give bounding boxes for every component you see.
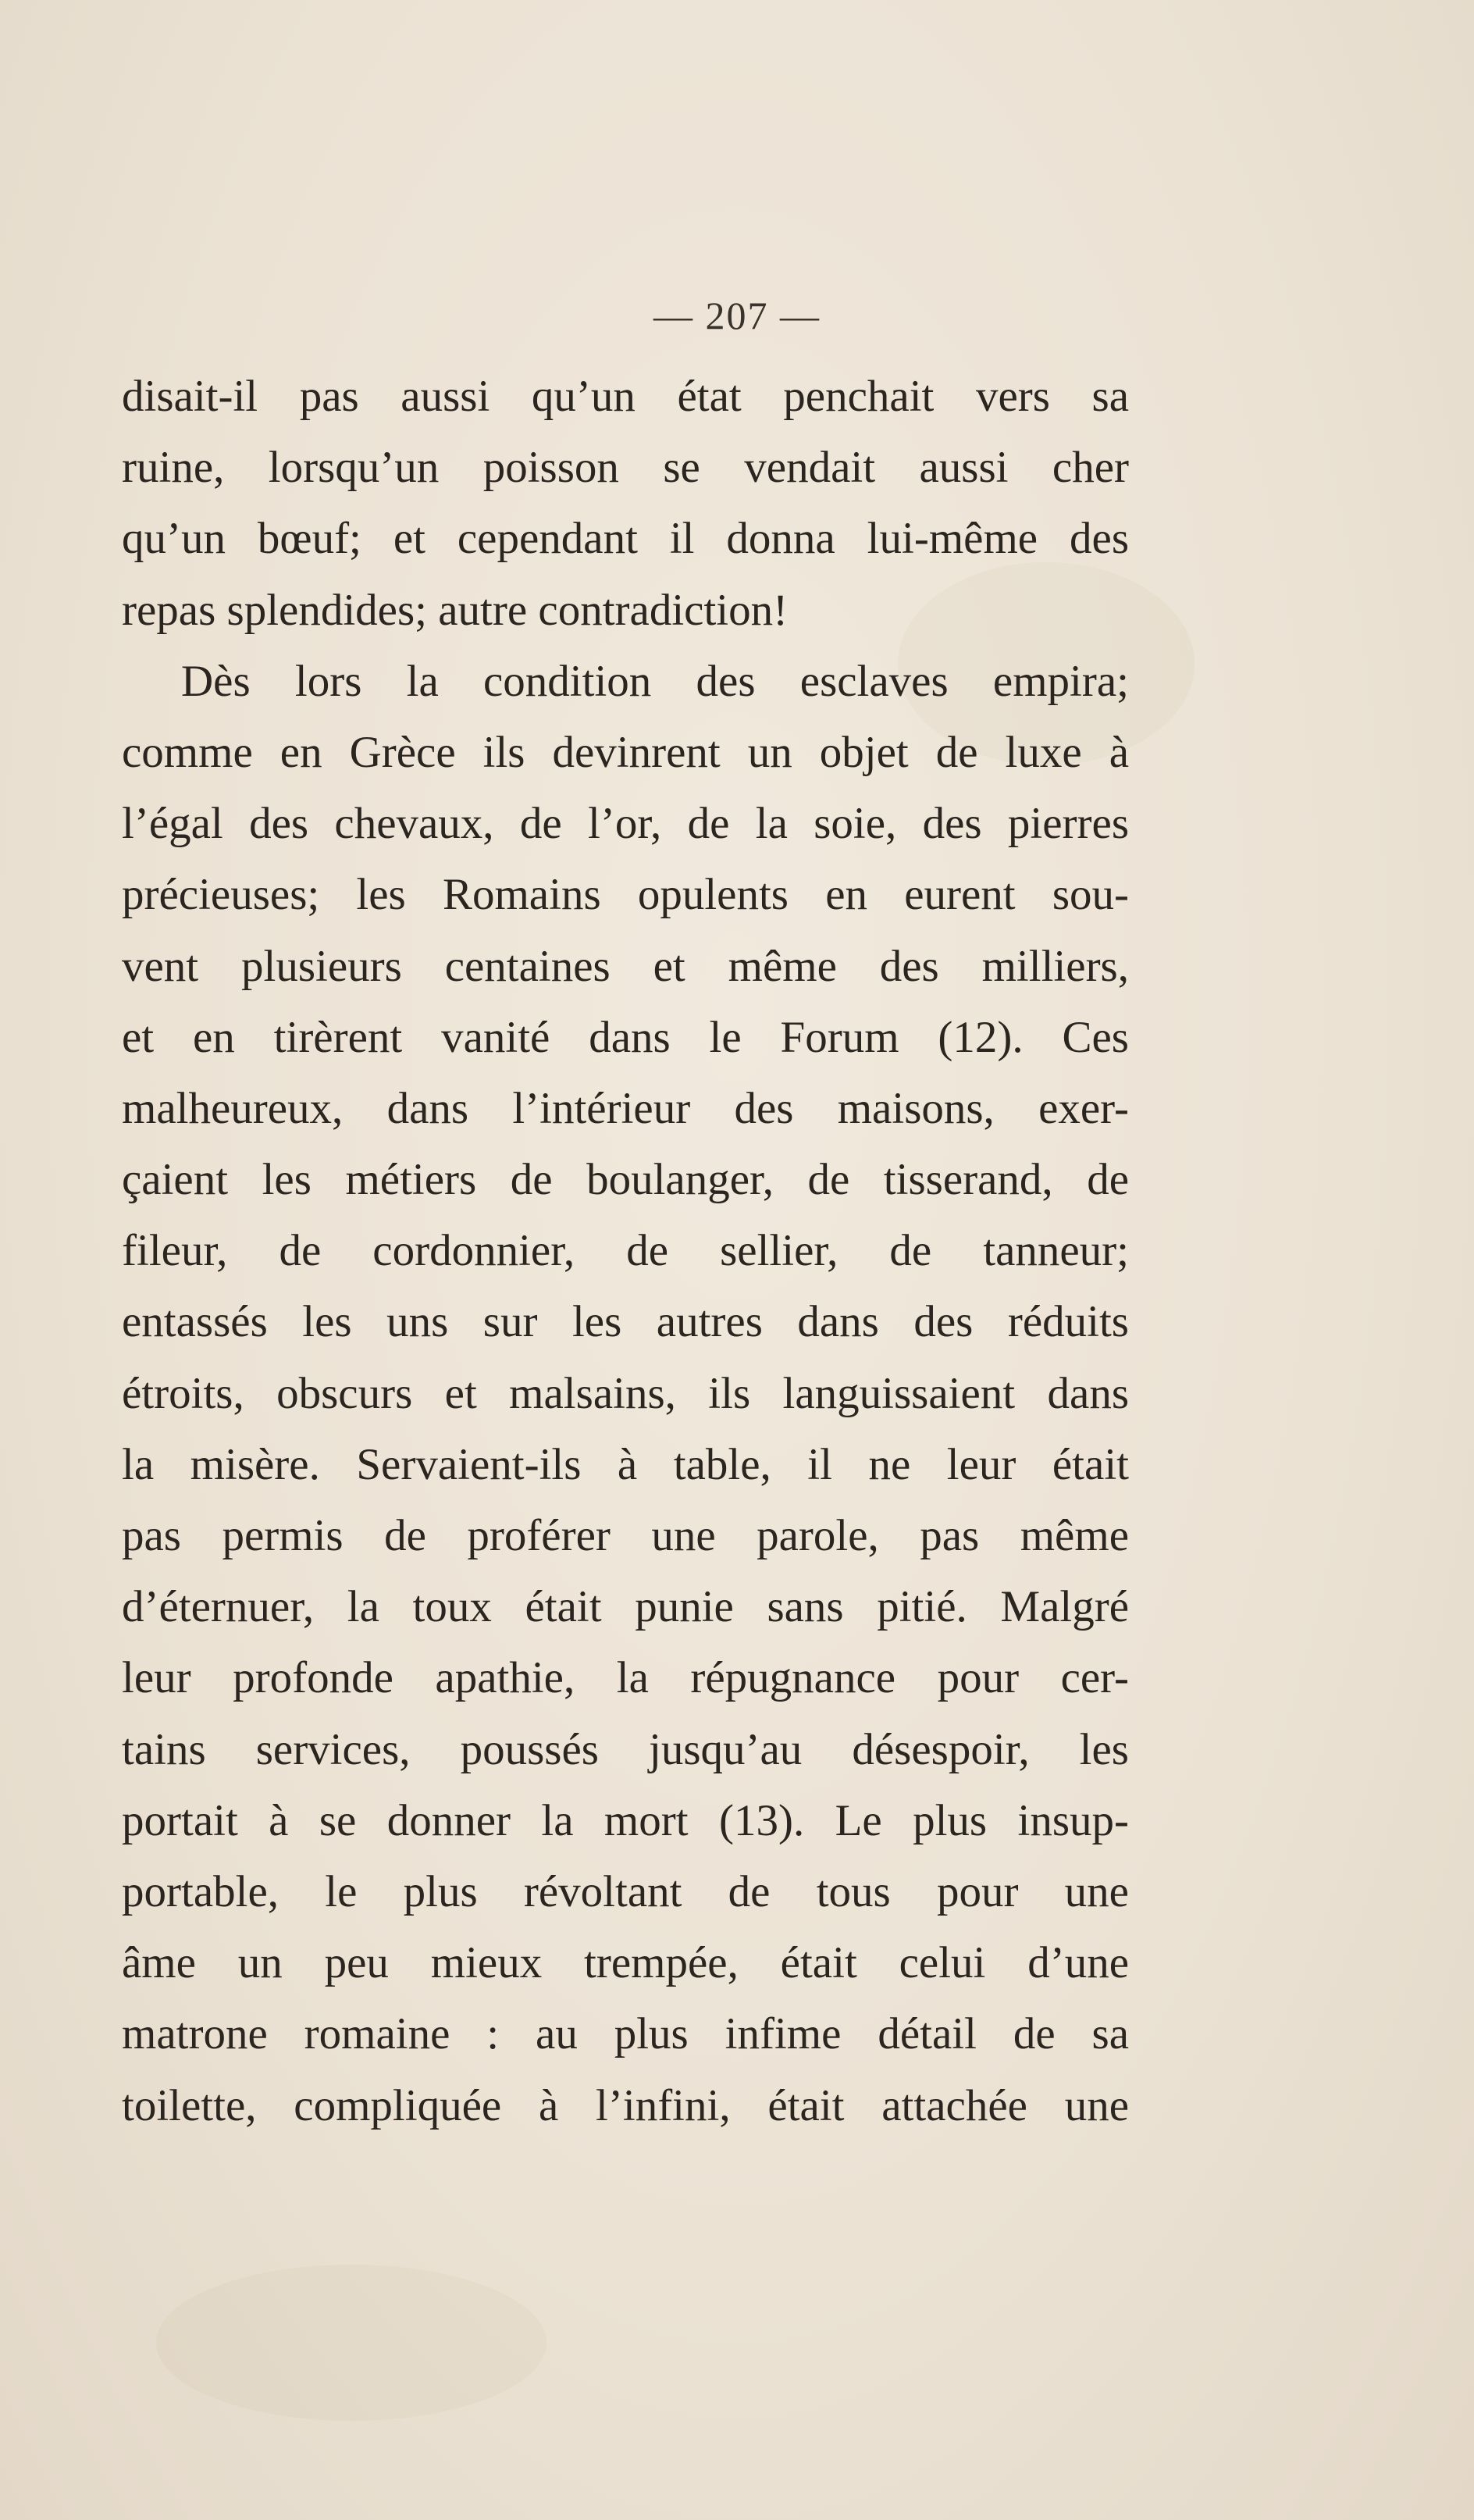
paragraph-first-line: Dès lors la condition des esclaves empira; (181, 656, 1129, 706)
text-line: portable, le plus révoltant de tous pour une (122, 1866, 1129, 1916)
text-line: la misère. Servaient-ils à table, il ne leur était (122, 1439, 1129, 1489)
text-line: çaient les métiers de boulanger, de tisserand, de (122, 1155, 1129, 1205)
paper-stain (156, 2265, 547, 2421)
text-line: ruine, lorsqu’un poisson se vendait aussi cher (122, 443, 1129, 493)
text-line: toilette, compliquée à l’infini, était attachée une (122, 2080, 1129, 2130)
text-line: précieuses; les Romains opulents en eurent sou- (122, 870, 1129, 920)
text-line: qu’un bœuf; et cependant il donna lui-même des (122, 514, 1129, 564)
text-line: leur profonde apathie, la répugnance pour cer- (122, 1653, 1129, 1703)
text-line: entassés les uns sur les autres dans des réduits (122, 1297, 1129, 1347)
text-line: comme en Grèce ils devinrent un objet de luxe à (122, 727, 1129, 777)
text-line: repas splendides; autre contradiction! (122, 585, 789, 635)
text-line: âme un peu mieux trempée, était celui d’une (122, 1938, 1129, 1988)
text-line: d’éternuer, la toux était punie sans pitié. Malgré (122, 1582, 1129, 1632)
text-line: pas permis de proférer une parole, pas même (122, 1511, 1129, 1560)
body-text (122, 361, 1129, 2141)
text-line: et en tirèrent vanité dans le Forum (12). Ces (122, 1012, 1129, 1062)
text-line: tains services, poussés jusqu’au désespoir, les (122, 1724, 1129, 1774)
text-line: étroits, obscurs et malsains, ils languissaient dans (122, 1368, 1129, 1418)
text-line: disait-il pas aussi qu’un état penchait vers sa (122, 372, 1129, 421)
text-line: portait à se donner la mort (13). Le plus insup- (122, 1795, 1129, 1845)
text-line: malheureux, dans l’intérieur des maisons, exer- (122, 1083, 1129, 1133)
text-line: l’égal des chevaux, de l’or, de la soie, des pierres (122, 799, 1129, 849)
page-number: — 207 — (653, 294, 821, 337)
text-line: matrone romaine : au plus infime détail de sa (122, 2009, 1129, 2059)
text-line: vent plusieurs centaines et même des milliers, (122, 941, 1129, 991)
text-line: fileur, de cordonnier, de sellier, de tanneur; (122, 1226, 1129, 1276)
